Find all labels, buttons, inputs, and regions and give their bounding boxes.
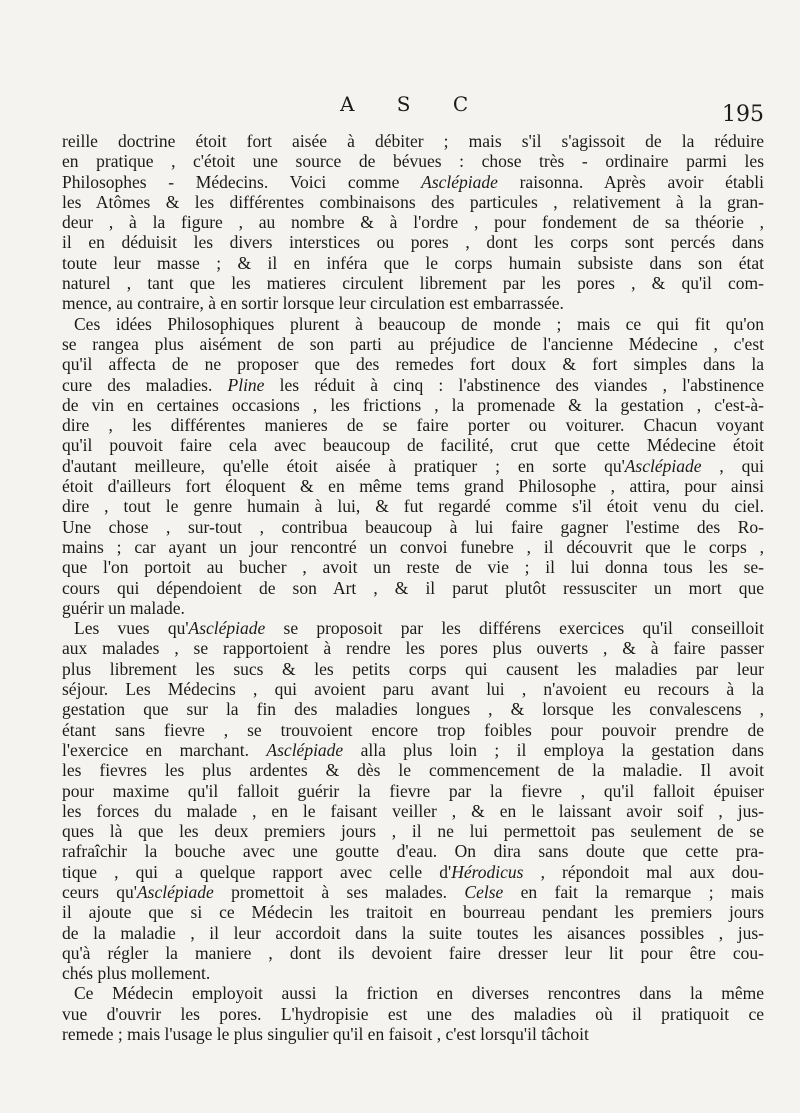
text-run: en fait la remarque ; mais (503, 881, 764, 902)
text-line (62, 841, 764, 861)
text-run: étoit d'ailleurs fort éloquent & en même tems grand Philosophe , attira, pour ainsi (62, 476, 764, 497)
text-run: qu'à régler la maniere , dont ils devoient faire dresser leur lit pour être cou- (62, 942, 764, 963)
text-line (62, 293, 764, 313)
text-line (62, 375, 764, 395)
text-run: remede ; mais l'usage le plus singulier qu'il en faisoit , c'est lorsqu'il tâchoit (62, 1024, 589, 1045)
text-line (62, 578, 764, 598)
page-header (0, 88, 800, 128)
text-run: que l'on portoit au bucher , avoit un reste de vie ; il lui donna tous les se- (62, 557, 764, 578)
text-run: les Atômes & les différentes combinaisons des particules , relativement à la gran- (62, 191, 764, 212)
text-run: ceurs qu' (62, 881, 137, 902)
paragraph (62, 618, 764, 983)
text-line (62, 598, 764, 618)
text-line (62, 740, 764, 760)
text-line (62, 557, 764, 577)
text-run: guérir un malade. (62, 597, 185, 618)
paragraph (62, 314, 764, 618)
text-line (62, 902, 764, 922)
italic-name: Celse (464, 881, 504, 902)
text-line (62, 882, 764, 902)
text-run: Ce Médecin employoit aussi la friction en diverses rencontres dans la même (74, 983, 764, 1004)
text-run: alla plus loin ; il employa la gestation dans (343, 739, 764, 760)
text-run: gestation que sur la fin des maladies longues , & lorsque les convalescens , (62, 699, 764, 720)
text-line (62, 618, 764, 638)
text-run: naturel , tant que les matieres circulent librement par les pores , & qu'il com- (62, 273, 764, 294)
text-run: étant sans fievre , se trouvoient encore trop foibles pour pouvoir prendre de (62, 719, 764, 740)
text-line (62, 1004, 764, 1024)
text-run: raisonna. Après avoir établi (497, 171, 764, 192)
text-line (62, 496, 764, 516)
text-run: il ajoute que si ce Médecin les traitoit en bourreau pendant les premiers jours (62, 902, 764, 923)
italic-name: Asclépiade (624, 455, 702, 476)
text-line (62, 334, 764, 354)
text-line (62, 435, 764, 455)
text-run: il en déduisit les divers interstices ou pores , dont les corps sont percés dans (62, 232, 764, 253)
text-line (62, 253, 764, 273)
text-run: , répondoit mal aux dou- (523, 861, 764, 882)
text-run: qu'il affecta de ne proposer que des remedes fort doux & fort simples dans la (62, 354, 764, 375)
text-line (62, 699, 764, 719)
text-line (62, 456, 764, 476)
text-line (62, 314, 764, 334)
text-run: dire , tout le genre humain à lui, & fut regardé comme s'il étoit venu du ciel. (62, 496, 764, 517)
text-run: toute leur masse ; & il en inféra que le corps humain subsiste dans son état (62, 252, 764, 273)
text-line (62, 476, 764, 496)
text-run: mains ; car ayant un jour rencontré un convoi funebre , il découvrit que le corps , (62, 536, 764, 557)
text-run: qu'il pouvoit faire cela avec beaucoup de facilité, crut que cette Médecine étoit (62, 435, 764, 456)
text-line (62, 131, 764, 151)
text-run: plus librement les sucs & les petits corps qui causent les maladies par leur (62, 658, 764, 679)
text-run: Une chose , sur-tout , contribua beaucoup à lui faire gagner l'estime des Ro- (62, 516, 764, 537)
text-line (62, 212, 764, 232)
text-run: ques là que les deux premiers jours , il ne lui permettoit pas seulement de se (62, 821, 764, 842)
text-run: deur , à la figure , au nombre & à l'ordre , pour fondement de sa théorie , (62, 212, 764, 233)
text-run: séjour. Les Médecins , qui avoient paru avant lui , n'avoient eu recours à la (62, 679, 764, 700)
italic-name: Pline (227, 374, 265, 395)
italic-name: Asclépiade (266, 739, 344, 760)
text-run: se rangea plus aisément de son parti au préjudice de l'ancienne Médecine , c'est (62, 333, 764, 354)
text-run: en pratique , c'étoit une source de bévues : chose très - ordinaire parmi les (62, 151, 764, 172)
text-run: Philosophes - Médecins. Voici comme (62, 171, 422, 192)
text-run: tique , qui a quelque rapport avec celle d' (62, 861, 452, 882)
text-run: de la maladie , il leur accordoit dans la suite toutes les aisances possibles , jus- (62, 922, 764, 943)
text-run: pour maxime qu'il falloit guérir la fievre par la fievre , qu'il falloit épuiser (62, 780, 764, 801)
text-run: de vin en certaines occasions , les frictions , la promenade & la gestation , c'est-à- (62, 394, 764, 415)
text-run: dire , les différentes manieres de se faire porter ou voiturer. Chacun voyant (62, 415, 764, 436)
text-line (62, 862, 764, 882)
body-text (62, 131, 764, 1044)
italic-name: Asclépiade (136, 881, 214, 902)
text-run: reille doctrine étoit fort aisée à débiter ; mais s'il s'agissoit de la réduire (62, 131, 764, 151)
text-run: l'exercice en marchant. (62, 739, 267, 760)
text-line (62, 232, 764, 252)
text-run: aux malades , se rapportoient à rendre les pores plus ouverts , & à faire passer (62, 638, 764, 659)
text-run: vue d'ouvrir les pores. L'hydropisie est une des maladies où il pratiquoit ce (62, 1003, 764, 1024)
text-line (62, 943, 764, 963)
text-run: les forces du malade , en le faisant veiller , & en le laissant avoir soif , jus- (62, 800, 764, 821)
text-run: mence, au contraire, à en sortir lorsque leur circulation est embarrassée. (62, 293, 564, 314)
text-run: chés plus mollement. (62, 963, 211, 984)
page-number: 195 (722, 102, 764, 127)
text-line (62, 638, 764, 658)
text-line (62, 679, 764, 699)
text-line (62, 395, 764, 415)
text-line (62, 821, 764, 841)
text-run: Les vues qu' (74, 618, 189, 639)
text-line (62, 537, 764, 557)
text-run: rafraîchir la bouche avec une goutte d'eau. On dira sans doute que cette pra- (62, 841, 764, 862)
paragraph (62, 983, 764, 1044)
paragraph (62, 131, 764, 314)
italic-name: Asclépiade (188, 618, 266, 639)
text-run: cours qui dépendoient de son Art , & il parut plutôt ressusciter un mort que (62, 577, 764, 598)
text-line (62, 273, 764, 293)
italic-name: Hérodicus (451, 861, 524, 882)
text-line (62, 801, 764, 821)
italic-name: Asclépiade (421, 171, 498, 192)
text-line (62, 923, 764, 943)
text-run: cure des maladies. (62, 374, 228, 395)
text-run: Ces idées Philosophiques plurent à beaucoup de monde ; mais ce qui fit qu'on (74, 313, 764, 334)
text-line (62, 151, 764, 171)
text-run: les réduit à cinq : l'abstinence des viandes , l'abstinence (264, 374, 764, 395)
text-run: , qui (701, 455, 764, 476)
text-line (62, 1024, 764, 1044)
text-run: promettoit à ses malades. (213, 881, 465, 902)
text-line (62, 659, 764, 679)
text-run: d'autant meilleure, qu'elle étoit aisée à pratiquer ; en sorte qu' (62, 455, 625, 476)
text-line (62, 720, 764, 740)
running-head: A S C (340, 92, 487, 116)
text-line (62, 963, 764, 983)
text-line (62, 192, 764, 212)
text-run: se proposoit par les différens exercices qu'il conseilloit (265, 618, 764, 639)
text-line (62, 354, 764, 374)
text-line (62, 760, 764, 780)
text-line (62, 983, 764, 1003)
text-line (62, 415, 764, 435)
text-line (62, 517, 764, 537)
text-run: les fievres les plus ardentes & dès le commencement de la maladie. Il avoit (62, 760, 764, 781)
text-line (62, 172, 764, 192)
text-line (62, 781, 764, 801)
